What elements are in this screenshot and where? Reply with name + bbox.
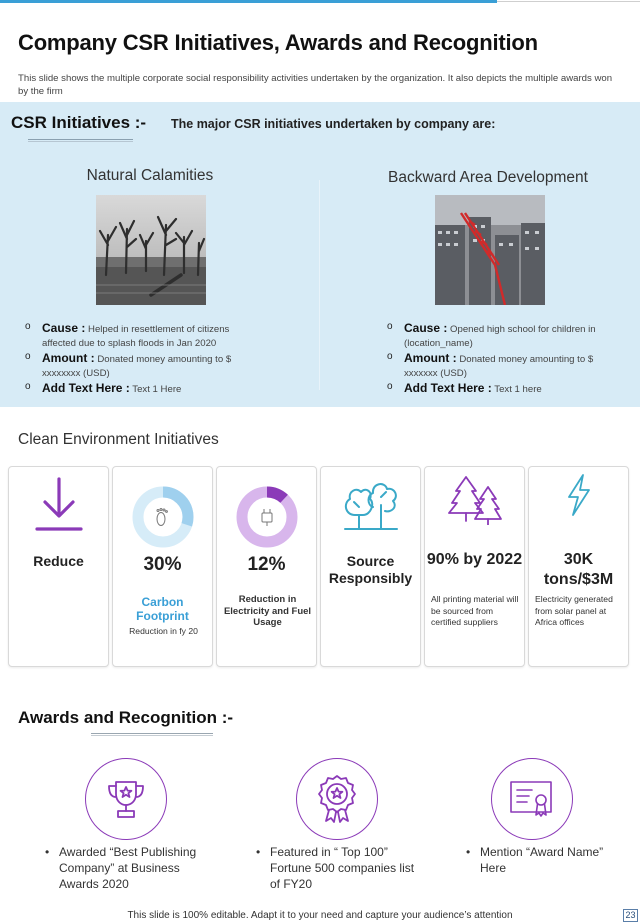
trophy-icon [85, 758, 167, 840]
awards-title: Awards and Recognition :- [18, 708, 234, 727]
list-item: o Cause : Opened high school for children in (location_name) [387, 321, 617, 351]
electricity-donut-icon [217, 485, 316, 549]
footer-note: This slide is 100% editable. Adapt it to your need and capture your audience’s attention [127, 910, 513, 921]
reduce-card [8, 466, 109, 667]
list-item: o Add Text Here : Text 1 Here [25, 381, 255, 397]
csr-column-divider [319, 180, 320, 390]
lightning-icon [529, 473, 628, 517]
flooded-forest-photo [96, 195, 206, 305]
carbon-footprint-label: Carbon Footprint [136, 595, 189, 623]
electricity-note: Reduction in Electricity and Fuel Usage [223, 594, 312, 628]
page-description: This slide shows the multiple corporate social responsibility activities undertaken by the organization. It also depicts the multiple awards won by the firm [18, 73, 613, 97]
award-badge-icon [296, 758, 378, 840]
carbon-percent: 30% [143, 554, 182, 575]
clean-environment-title: Clean Environment Initiatives [18, 431, 219, 448]
printing-note: All printing material will be sourced from certified suppliers [431, 594, 519, 627]
printing-material-card [424, 466, 525, 667]
csr-heading: CSR Initiatives :- [11, 113, 147, 132]
award-item-1: • Awarded “Best Publishing Company” at Business Awards 2020 [45, 844, 215, 892]
csr-heading-underline-2 [28, 141, 133, 142]
certificate-icon [491, 758, 573, 840]
backward-area-bullets [387, 321, 617, 397]
solar-note: Electricity generated from solar panel at Africa offices [535, 594, 613, 627]
natural-calamities-title: Natural Calamities [86, 167, 214, 184]
source-responsibly-label: Source Responsibly [328, 553, 413, 586]
page-title: Company CSR Initiatives, Awards and Recognition [18, 30, 538, 55]
csr-heading-underline [28, 139, 133, 140]
pine-trees-icon [425, 473, 524, 525]
plug-icon [262, 509, 272, 526]
trees-icon [321, 475, 420, 533]
electricity-percent: 12% [247, 554, 286, 575]
page-number: 23 [623, 909, 638, 922]
footprint-icon [157, 509, 167, 526]
award-item-2: • Featured in “ Top 100” Fortune 500 companies list of FY20 [256, 844, 426, 892]
list-item: o Cause : Helped in resettlement of citizens affected due to splash floods in Jan 2020 [25, 321, 255, 351]
carbon-footprint-card [112, 466, 213, 667]
list-item: o Amount : Donated money amounting to $ xxxxxxx (USD) [387, 351, 617, 381]
solar-value: 30K tons/$3M [543, 551, 614, 588]
carbon-footprint-note: Reduction in fy 20 [129, 626, 198, 636]
source-responsibly-card [320, 466, 421, 667]
construction-crane-photo [435, 195, 545, 305]
top-rule [497, 1, 640, 2]
reduce-label: Reduce [33, 553, 84, 569]
awards-title-underline-2 [91, 735, 213, 736]
natural-calamities-bullets [25, 321, 255, 397]
backward-area-title: Backward Area Development [388, 169, 588, 186]
list-item: o Add Text Here : Text 1 here [387, 381, 617, 397]
reduce-arrow-icon [9, 475, 108, 535]
electricity-card [216, 466, 317, 667]
top-accent-bar [0, 0, 497, 3]
list-item: o Amount : Donated money amounting to $ xxxxxxxx (USD) [25, 351, 255, 381]
printing-percent: 90% by 2022 [426, 551, 523, 568]
award-item-3: • Mention “Award Name” Here [466, 844, 606, 876]
awards-title-underline [91, 733, 213, 734]
footprint-donut-icon [113, 485, 212, 549]
csr-subheading: The major CSR initiatives undertaken by company are: [171, 117, 496, 131]
donut-track [242, 492, 292, 542]
solar-electricity-card [528, 466, 629, 667]
